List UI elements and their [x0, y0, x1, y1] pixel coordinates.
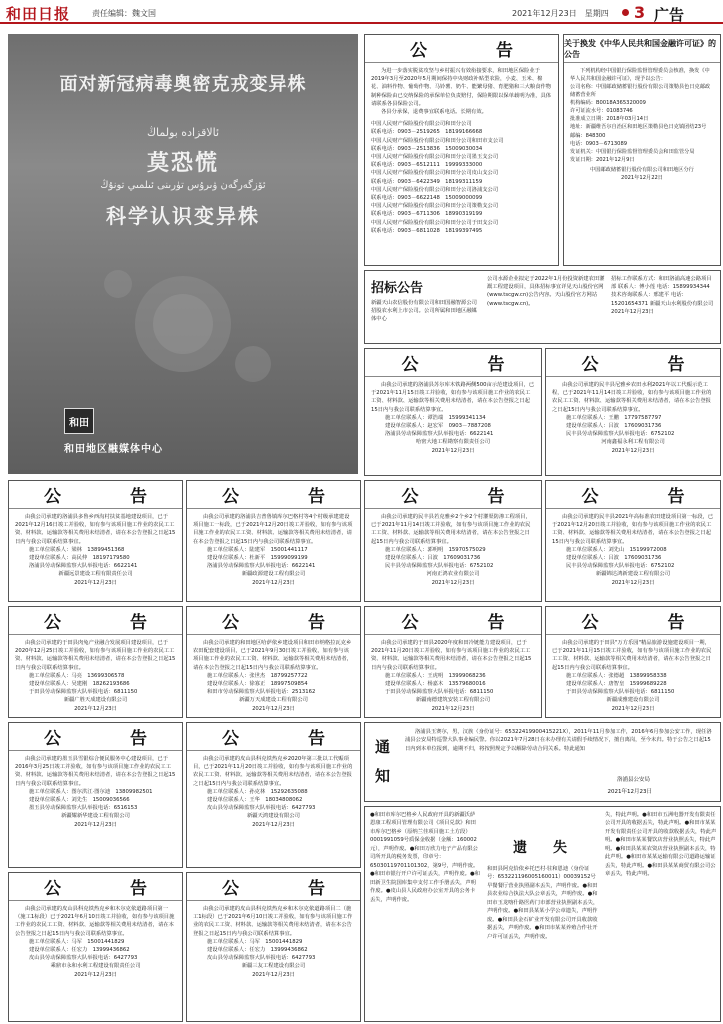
- announcement-company: 新疆成雅建设有限公司: [606, 697, 660, 704]
- announcement-date: 2021年12月23日: [74, 821, 117, 828]
- announcement-heading: 公 告: [365, 481, 541, 509]
- issue-date: 2021年12月23日 星期四: [512, 9, 609, 18]
- police-notice-org: 洛浦县公安局: [616, 777, 650, 783]
- poster-uyghur-line2: ئۆزگەرگەن ۋىرۇس تۈرىنى ئىلمىي تونۇڭ: [100, 180, 266, 191]
- announcement-heading: 公 告: [9, 873, 182, 901]
- announcement-box: [186, 872, 361, 1022]
- announcement-contact: 建设单位联系人：赵宏军 0903－7887208: [385, 423, 491, 430]
- announcement-date: 2021年12月23日: [431, 705, 475, 712]
- announcement-box: [8, 480, 183, 602]
- license-detail-line: 发证机关：中国银行保险监督管理委员会和田监管分局: [570, 148, 695, 155]
- license-detail-line: 公司名称：中国邮政储蓄银行股份有限公司策勒县色日克邮政储蓄营业所: [570, 84, 711, 99]
- police-notice-date: 2021年12月23日: [607, 789, 652, 795]
- notice-contact-line: 联系电话：0903－6711306 18990319199: [371, 211, 483, 218]
- announcement-contact: 施工单位联系人：谭浩端 15999341134: [385, 414, 486, 421]
- announcement-contact: 建设单位联系人：吴建刚 18262193686: [29, 681, 130, 688]
- tender-left-text: 新疆天山农信股份有限公司和田国融智源公司招股农水利上市公司。公司所属和田地区融媒体中心: [371, 300, 477, 323]
- announcement-heading: 公 告: [9, 607, 182, 635]
- announcement-box: [545, 480, 721, 602]
- announcement-date: 2021年12月23日: [74, 579, 117, 586]
- poster-uyghur-line1: ئالاقزادە بولماڭ: [146, 126, 220, 139]
- poster-sub-slogan: 科学认识变异株: [106, 204, 260, 228]
- announcement-contact: 建设单位联系人：吕波 17609031736: [566, 555, 662, 562]
- license-detail-line: 批准成立日期：2018年03月14日: [570, 116, 649, 123]
- notice-contact-intro: 各县分承保，退费事宜联系电话。长期有效。: [381, 109, 487, 116]
- announcement-contact: 建设单位联系人：杜新平 15999099199: [207, 555, 308, 562]
- announcement-contact: 和田市劳动保障监察大队举报电话：2513162: [207, 689, 316, 696]
- announcement-contact: 洛浦县劳动保障监察大队举报电话：6622141: [385, 431, 494, 438]
- announcement-contact: 民丰县劳动保障监察大队举报电话：6752102: [385, 563, 494, 570]
- notice-contact-line: 中国人民财产保险股份有限公司和田分公司策勒支公司: [371, 203, 499, 210]
- announcement-heading: 公 告: [187, 723, 360, 751]
- announcement-contact: 洛浦县劳动保障监察大队举报电话：6622141: [29, 563, 138, 570]
- announcement-box: [186, 606, 361, 718]
- announcement-contact: 建设单位联系人：刘先生 15009036566: [29, 797, 130, 804]
- announcement-contact: 建设单位联系人：杨嘉木 13579680016: [385, 681, 486, 688]
- announcement-heading: 公 告: [187, 607, 360, 635]
- announcement-contact: 建设单位联系人：徐寡正 18997509854: [207, 681, 308, 688]
- announcement-heading: 公 告: [187, 873, 360, 901]
- license-detail-line: 发证日期：2021年12月9日: [570, 156, 635, 163]
- announcement-company: 新疆政源建设工程有限公司: [241, 571, 306, 578]
- announcement-date: 2021年12月23日: [431, 579, 475, 586]
- police-notice: [364, 722, 721, 802]
- announcement-company: 河南鑫福永利工程有限公司: [601, 439, 665, 446]
- announcement-heading: 公 告: [546, 349, 720, 377]
- virus-graphic-icon: [78, 244, 288, 404]
- notice-contact-line: 中国人民财产保险股份有限公司和田分公司: [371, 121, 472, 128]
- tender-mid-text: 公司水源企业拟定于2022年1月份投资新建农田灌溉工程建设项目，具体招标事宜详见天山股份官网(www.tscgw.cn)公告内容。天山股份官方网站(www.tscgw.cn)。: [487, 276, 605, 307]
- announcement-heading: 公 告: [9, 723, 182, 751]
- notice-contact-list: [365, 120, 558, 235]
- covid-poster: [8, 34, 358, 474]
- announcement-text: 由我公司承建的于田县2020年度和田冷链能力建设项目，已于2021年11月20日竣工并验收，如有参与该项目施工作业的农民工工资、材料款、运输款等相关费用未结清者，请在本公告登报之日起15日内与我公司联系结算事宜。: [371, 640, 532, 671]
- license-detail-line: 邮编：848300: [570, 132, 606, 139]
- page-marker-icon: [622, 9, 629, 16]
- announcement-box: [364, 348, 542, 476]
- announcement-text: 由我公司承建的于田县"万方乐园"精品旅游设施建设项目一期，已于2021年11月15日竣工并验收，如有参与该项目施工作业的农民工工资、材料款、运输款等相关费用未结清者，请在本公告登报之日起15日内与我公司联系结算事宜。: [552, 640, 712, 671]
- announcement-text: 由我公司承建的和田地区哈萨依乡建设项目和田市纳格拉瓦克乡农田配套建设项目，已于2021年9月30日竣工并验收，如有参与该项目施工作业的农民工工资、材料款、运输款等相关费用未结清者，请在本公告登报之日起15日内与我公司联系结算事宜。: [193, 640, 352, 671]
- announcement-box: [186, 480, 361, 602]
- announcement-contact: 施工单位联系人：孙克林 15292635088: [207, 788, 308, 795]
- announcement-contact: 施工单位联系人：王虎明 13999068236: [385, 672, 486, 679]
- announcement-text: 由我公司承建的洛浦县吉普鲁镇库尔巴格村等4个村级承建建设项目施工一标段，已于2021年12月20日竣工并验收，如有参与该项目施工作业的农民工工资、材料款、运输款等相关费用未结清者，请在本公告登报之日起15日内与我公司联系结算事宜。: [193, 514, 353, 545]
- announcement-contact: 于田县劳动保障监察大队举报电话：6811150: [566, 689, 675, 696]
- tender-notice: [364, 270, 721, 344]
- notice-contact-line: 中国人民财产保险股份有限公司和田分公司墨玉支公司: [371, 154, 499, 161]
- announcement-contact: 施工单位联系人：刘先山 15199972008: [566, 546, 667, 553]
- announcement-contact: 建设单位联系人：吕波 17609031736: [385, 555, 481, 562]
- announcement-date: 2021年12月23日: [252, 971, 295, 978]
- notice-contact-line: 中国人民财产保险股份有限公司和田分公司和田市支公司: [371, 137, 504, 144]
- announcement-date: 2021年12月23日: [611, 705, 655, 712]
- announcement-contact: 施工单位联系人：陆建军 15001441117: [207, 546, 308, 553]
- tender-heading: 招标公告: [371, 281, 424, 296]
- poster-title: 面对新冠病毒奥密克戎变异株: [59, 74, 307, 95]
- announcement-company: 新疆三友工程建设有限公司: [241, 963, 306, 970]
- announcement-company: 新疆锦达鸿新建设工程有限公司: [595, 571, 671, 578]
- announcement-box: [186, 722, 361, 868]
- announcement-heading: 公 告: [546, 481, 720, 509]
- editor-credit: 责任编辑：魏文国: [92, 9, 156, 18]
- license-footer-org: 中国邮政储蓄银行股份有限公司和田地区分行: [590, 166, 694, 173]
- license-detail-line: 机构编码：B0018A365320009: [570, 100, 646, 107]
- announcement-heading: 公 告: [365, 349, 541, 377]
- notice-contact-line: 联系电话：0903－6811028 18199397495: [371, 227, 483, 234]
- announcement-contact: 于田县劳动保障监察大队举报电话：6811150: [385, 689, 494, 696]
- lost-notices: [364, 806, 721, 1022]
- notice-text: 为进一步落实脱贫攻坚与乡村振兴有效衔接要求，和田地区保险业于2019年3月至2020年5月期间保持中央财政补贴型农险，小麦、玉米、棉花、油料作物、葡萄作物、马铃薯、奶牛、能繁母猪、育肥猪和三大粮食作物制种保险由已交纳保险的承保单位负责赔付，保险期限以保单载明为准，具体请联系各县保险公司。: [371, 68, 552, 107]
- announcement-text: 由我公司承建的洛浦县苏尔库木铁路两侧500亩示范建设项目，已于2021年11月15日竣工并验收，如有参与该项目施工作业的农民工工资、材料款、运输款等相关费用未结清者，请在本公告登报之日起15日内与我公司联系结算事宜。: [371, 382, 535, 413]
- newspaper-logo: 和田日报: [6, 5, 71, 23]
- announcement-box: [8, 872, 183, 1022]
- announcement-text: 由我公司承建的于田县肉兔产业融合发展项目建设项目，已于2020年12月25日竣工并验收，如有参与该项目施工作业的农民工工资、材料款、运输款等相关费用未结清者，请在本公告登报之日起15日内与我公司联系结算事宜。: [15, 640, 176, 671]
- announcement-text: 由我公司承建的洛浦县多鲁乡西沟村扶贫基地建设项目，已于2021年12月16日竣工并验收，如有参与该项目施工作业的农民工工资、材料款、运输款等相关费用未结清者，请在本公告登报之日起15日内与我公司联系结算事宜。: [15, 514, 176, 545]
- announcement-contact: 洛浦县劳动保障监察大队举报电话：6622141: [207, 563, 316, 570]
- announcement-box: [545, 348, 721, 476]
- announcement-text: 由我公司承建的民丰县尼雅乡农田水利2021年以工代赈示范工程，已于2021年11月14日竣工并验收，如有参与该项目施工作业的农民工工资、材料款、运输款等相关费用未结清者，请在本公告登报之日起15日内与我公司联系结算事宜。: [552, 382, 712, 413]
- lost-left-text: ●和田市库尔巴格乡人民政府开具的新疆沃萨恩康工程项目管理有限公司《项目兑款》和田市库尔巴格乡（原纳兰佳项目施工土方段）0001991059号质保金收据（金额：160002元），声明作废。●和田万欣力电子产品有限公司所开具的税务发票，印章号：65030119701101302，第9号，声明作废。●和田市银行开户许可证丢失，声明作废。●和田新卫生院国库集中支付工作手册丢失，声明作废。●皮山县人民政府办公室开具的公务卡丢失，声明作废。: [370, 812, 480, 903]
- announcement-contact: 于田县劳动保障监察大队举报电话：6811150: [29, 689, 138, 696]
- media-center-badge: 和田: [64, 408, 94, 434]
- license-heading: 关于换发《中华人民共和国金融许可证》的公告: [564, 35, 720, 63]
- announcement-date: 2021年12月23日: [611, 447, 655, 454]
- notice-contact-line: 联系电话：0903－6622148 15009000099: [371, 195, 483, 202]
- announcement-contact: 施工单位联系人：图尔洪江·图尔迪 13809982501: [29, 788, 153, 795]
- announcement-box: [8, 722, 183, 868]
- announcement-text: 由我公司承建的皮山县科克铁热克乡和木尔克依道路项目二（施工1标段）已于2021年6月10日竣工并验收，如有参与该项目施工作业的农民工工资、材料款、运输款等相关费用未结清者，请在本公告登报之日起15日内与我公司联系结算事宜。: [193, 906, 353, 937]
- announcement-company: 乘鼎市永和水利工程建设有限责任公司: [50, 963, 141, 970]
- announcement-contact: 施工单位联系人：梁林 13899451368: [29, 546, 125, 553]
- announcement-heading: 公 告: [9, 481, 182, 509]
- announcement-contact: 皮山县劳动保障监察大队举报电话：6427793: [207, 805, 316, 812]
- license-details: [570, 83, 714, 164]
- announcement-contact: 施工单位联系人：马军 15001441829: [29, 938, 125, 945]
- announcement-contact: 施工单位联系人：张世杰 18799257722: [207, 672, 308, 679]
- announcement-contact: 施工单位联系人：王鹏 17797587797: [566, 414, 662, 421]
- lost-heading: 遗 失: [513, 840, 573, 856]
- announcement-date: 2021年12月23日: [74, 971, 117, 978]
- announcement-company: 新疆广胜天成建设有限公司: [63, 697, 128, 704]
- announcement-date: 2021年12月23日: [611, 579, 655, 586]
- announcement-heading: 公 告: [187, 481, 360, 509]
- announcement-contact: 皮山县劳动保障监察大队举报电话：6427793: [29, 955, 138, 962]
- announcement-text: 由我公司承建的皮山县科克铁热克乡和木尔克依道路项目第一（施工1标段）已于2021年6月10日竣工并验收，如有参与该项目施工作业的农民工工资、材料款、运输款等相关费用未结清者，请在本公告登报之日起15日内与我公司联系结算事宜。: [15, 906, 175, 937]
- announcement-company: 河南正鸿农业有限公司: [426, 571, 480, 578]
- announcement-company: 新疆万天成建设工程有限公司: [239, 697, 308, 704]
- insurance-notice: [364, 34, 559, 266]
- announcement-contact: 建设单位联系人：王华 18034808062: [207, 797, 303, 804]
- notice-contact-line: 联系电话：0903－2513836 15009030034: [371, 145, 483, 152]
- lost-mid-text: 和田县阿克恰依乡托巴村·驻和恩迪（身份证号：653221196005160011）00039152号早餐餐厅营业执照副本丢失，声明作废。●和田县农业综合执法大队公章丢失，声明作废。●和田市玉龙喀什路医药门市部营业执照副本丢失，声明作废。●和田县某某小学公章遗失，声明作废。●和田县金石矿业开发有限公司开具收款收据丢失，声明作废。●和田市某某养殖合作社开户许可证丢失，声明作废。: [487, 866, 599, 940]
- announcement-heading: 公 告: [365, 607, 541, 635]
- notice-contact-line: 中国人民财产保险股份有限公司和田分公司于田支公司: [371, 219, 499, 226]
- license-detail-line: 许可证流水号：01083746: [570, 108, 633, 115]
- police-notice-heading: 通知: [375, 738, 391, 785]
- announcement-text: 由我公司承建的民丰县2021年高标准农田建设项目第一标段，已于2021年12月20日竣工并验收，如有参与该项目施工作业的农民工工资、材料款、运输款等相关费用未结清者，请在本公告登报之日起15日内与我公司联系结算事宜。: [552, 514, 714, 545]
- announcement-text: 由我公司承建的墨玉县雪银综合便民服务中心建设项目，已于2016年3月25日竣工并验收，如有参与该项目施工作业的农民工工资、材料款、运输款等相关费用未结清者，请在本公告登报之日起15日内与我公司联系结算事宜。: [15, 756, 176, 787]
- announcement-box: [364, 606, 542, 718]
- announcement-date: 2021年12月23日: [252, 821, 295, 828]
- announcement-contact: 墨玉县劳动保障监察大队举报电话：6516153: [29, 805, 138, 812]
- tender-right-text: 招标工作联系方式：和田洛浦高速公路项目部 联系人：傅小莲 电话：15899934344 技术咨询联系人：邢建平 电话：15201654371 新疆天山水利股份有限公司 2021年12月23日: [611, 276, 714, 315]
- announcement-contact: 施工单位联系人：马亮 13699306578: [29, 672, 125, 679]
- announcement-box: [545, 606, 721, 718]
- announcement-heading: 公 告: [546, 607, 720, 635]
- notice-contact-line: 联系电话：0903－2519265 18199166668: [371, 129, 483, 136]
- announcement-box: [8, 606, 183, 718]
- license-notice: [563, 34, 721, 266]
- announcement-date: 2021年12月23日: [74, 705, 117, 712]
- notice-contact-line: 联系电话：0903－6422349 18199311159: [371, 178, 483, 185]
- announcement-company: 新疆远景建设工程有限责任公司: [58, 571, 133, 578]
- announcement-contact: 民丰县劳动保障监察大队举报电话：6752102: [566, 431, 675, 438]
- announcement-contact: 建设单位联系人：唐智皇 15999689228: [566, 681, 667, 688]
- announcement-text: 由我公司承建的皮山县科克铁热克乡2020年第三批以工代赈项目，已于2021年11月20日竣工并验收，如有参与该项目施工作业的农民工工资、材料款、运输款等相关费用未结清者，请在本公告登报之日起15日内与我公司联系结算事宜。: [193, 756, 353, 787]
- notice-heading: 公 告: [365, 35, 558, 63]
- poster-org: 和田地区融媒体中心: [64, 444, 163, 455]
- announcement-date: 2021年12月23日: [252, 579, 295, 586]
- announcement-contact: 施工单位联系人：张德超 13899958338: [566, 672, 667, 679]
- announcement-contact: 皮山县劳动保障监察大队举报电话：6427793: [207, 955, 316, 962]
- lost-right-text: 失，特此声明。●和田市五洲电器开发有限责任公司开具的收据丢失，特此声明。●和田市某某开发有限责任公司开具的收款收据丢失，特此声明。●和田市某某餐饮店营业执照丢失，特此声明。●和田县某某农资店营业执照副本丢失，特此声明。●和田市某某运输有限公司道路运输证丢失，特此声明。●和田县某某商贸有限公司公章丢失，特此声明。: [605, 812, 717, 878]
- announcement-contact: 施工单位联系人：马军 15001441829: [207, 938, 303, 945]
- notice-contact-line: 中国人民财产保险股份有限公司和田分公司洛浦支公司: [371, 186, 499, 193]
- announcement-contact: 建设单位联系人：任宏力 13999436862: [29, 947, 130, 954]
- announcement-box: [364, 480, 542, 602]
- notice-contact-line: 中国人民财产保险股份有限公司和田分公司皮山支公司: [371, 170, 499, 177]
- poster-main-slogan: 莫恐慌: [146, 150, 219, 176]
- license-intro: 下列机构经中国银行保险监督管理委员会核准，换发《中华人民共和国金融许可证》，现予以公告：: [570, 68, 710, 83]
- announcement-company: 新疆天鸿建设有限公司: [247, 813, 300, 820]
- license-detail-line: 电话：0903－6713089: [570, 140, 628, 147]
- announcement-contact: 建设单位联系人：吕波 17609031736: [566, 423, 662, 430]
- license-footer-date: 2021年12月22日: [621, 174, 663, 181]
- license-detail-line: 地址：新疆维吾尔自治区和田地区策勒县色日克镇团结23号: [570, 124, 707, 131]
- announcement-contact: 施工单位联系人：郭明明 15970575029: [385, 546, 486, 553]
- announcement-date: 2021年12月23日: [431, 447, 475, 454]
- announcement-date: 2021年12月23日: [252, 705, 295, 712]
- notice-contact-line: 联系电话：0903－6512111 19999333000: [371, 162, 483, 169]
- announcement-company: 新疆南德建筑安装工程有限公司: [415, 697, 491, 704]
- announcement-company: 哈密大地工程勘察有限责任公司: [415, 439, 491, 446]
- announcement-text: 由我公司承建的民丰县若克雅乡2个乡2个村灌渠防渗工程项目，已于2021年11月14日竣工并验收，如有参与该项目施工作业的农民工工资、材料款、运输款等相关费用未结清者，请在本公告登报之日起15日内与我公司联系结算事宜。: [371, 514, 531, 545]
- announcement-contact: 建设单位联系人：高民仲 18197179580: [29, 555, 130, 562]
- page-section: 广告: [654, 6, 685, 24]
- police-notice-text: 洛浦县玉赛尔，男，汉族（身份证号：65322419900415221X），2011年11月参加工作，2016年6月参加公安工作，现任洛浦县公安局特巡警大队事业编民警。你以2021年7月28日在未办理有关请假手续情况下，擅自离岗，至今未归。特于公告之日起15日内到本单位报到，逾期不归，将按照规定予以解除劳动合同关系。特此通知: [405, 729, 712, 752]
- page-number: 3: [634, 3, 646, 22]
- announcement-contact: 民丰县劳动保障监察大队举报电话：6752102: [566, 563, 675, 570]
- announcement-company: 新疆耀新华建设工程有限公司: [61, 813, 130, 820]
- announcement-contact: 建设单位联系人：任宏力 13999436862: [207, 947, 308, 954]
